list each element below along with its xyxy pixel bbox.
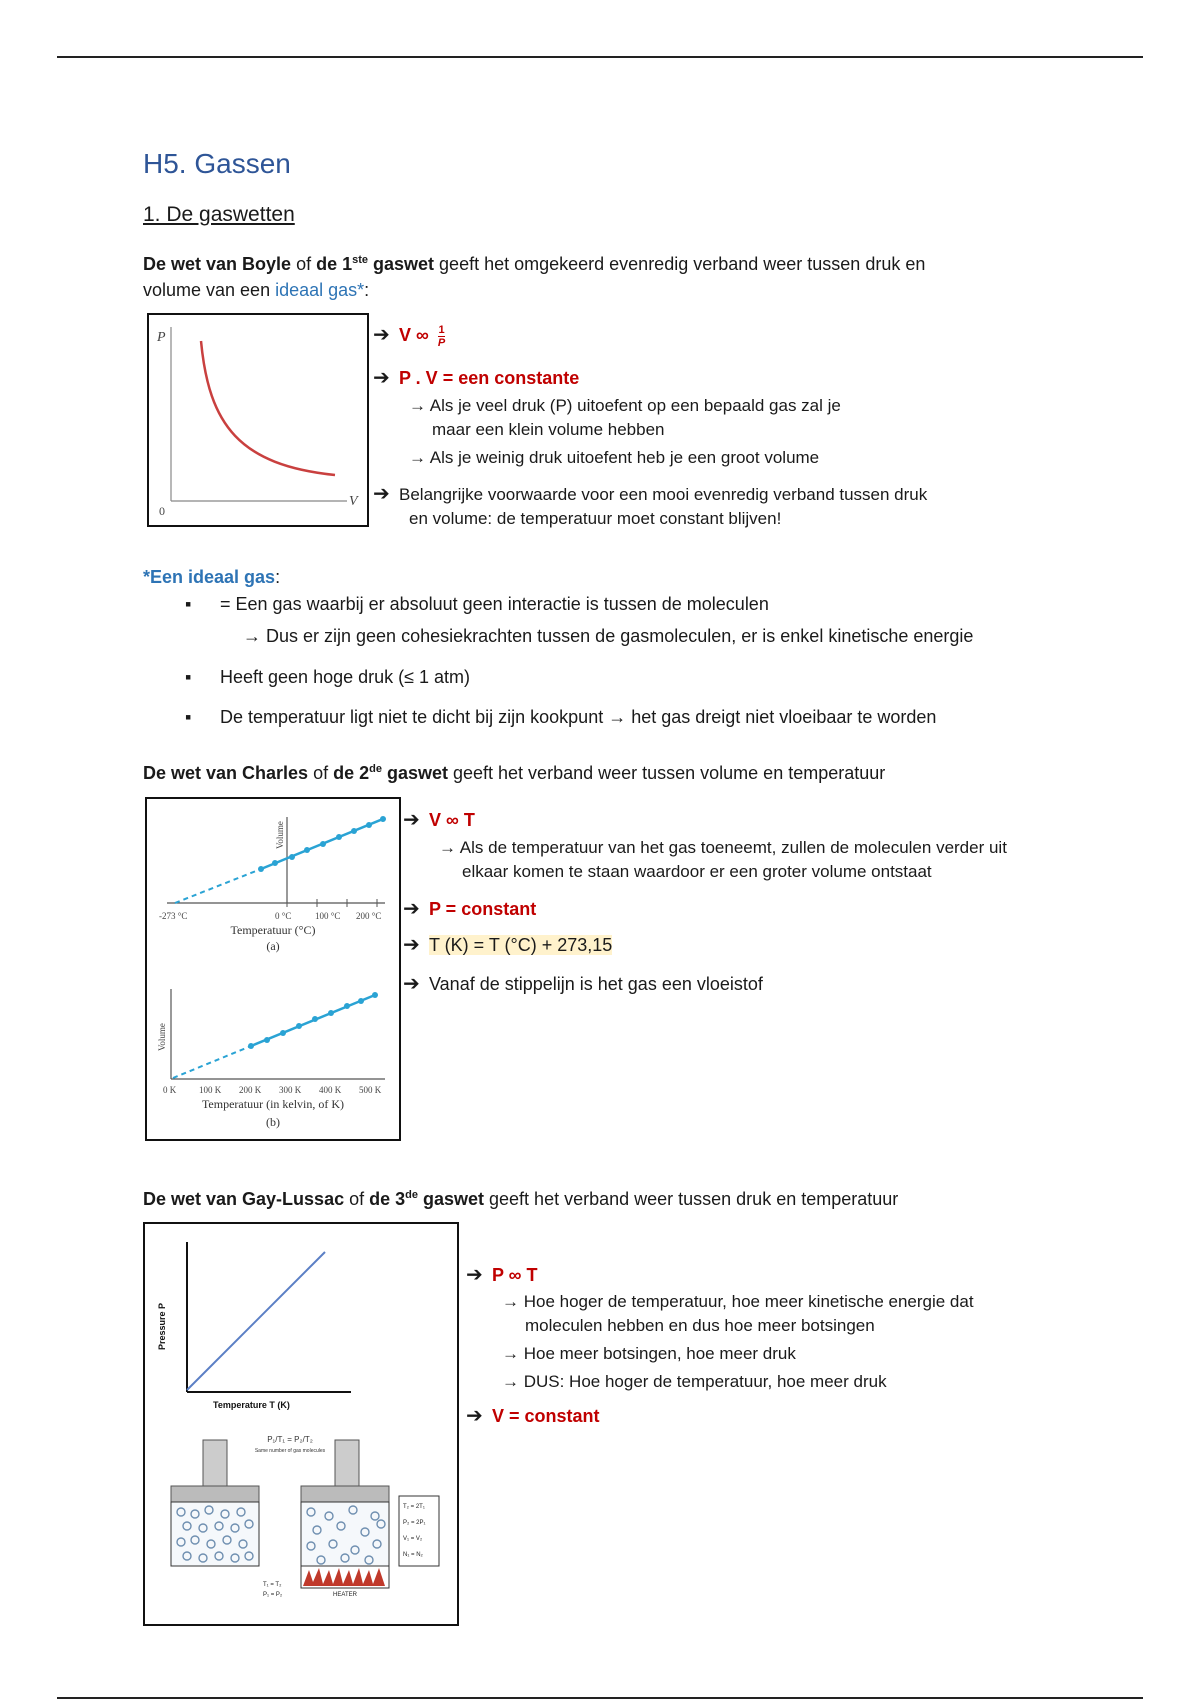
charles-a-y-label: Volume — [275, 821, 285, 849]
charles-intro-of: of — [308, 763, 334, 783]
gl-x-label: Temperature T (K) — [213, 1400, 290, 1410]
charles-b-tick-5: 500 K — [359, 1085, 382, 1095]
boyle-condition-2: en volume: de temperatuur moet constant blijven! — [409, 509, 782, 528]
ideal-gas-bullet-1-sub: → Dus er zijn geen cohesiekrachten tussen de gasmoleculen, er is enkel kinetische energie — [243, 626, 974, 646]
boyle-condition-1 — [373, 482, 927, 507]
arrow-icon: ➔ — [403, 809, 420, 831]
gl-box-1: P₂ = 2P₁ — [403, 1520, 426, 1526]
frac-den: P — [437, 336, 446, 349]
boyle-formula-1-text: V ∞ — [399, 325, 429, 345]
charles-a-tick-0: -273 °C — [159, 911, 188, 921]
charles-formula-2-text: P = constant — [429, 899, 537, 919]
charles-intro-rest: geeft het verband weer tussen volume en temperatuur — [448, 763, 886, 783]
charles-b-tick-4: 400 K — [319, 1085, 342, 1095]
charles-formula-2 — [403, 896, 536, 922]
boyle-intro-of: of — [291, 254, 317, 274]
arrow-icon: ➔ — [466, 1405, 483, 1427]
gl-box-3: N₁ = N₂ — [403, 1552, 423, 1558]
page-title: H5. Gassen — [143, 148, 291, 179]
section-heading: 1. De gaswetten — [143, 203, 295, 226]
gay-lussac-formula-1 — [466, 1262, 538, 1288]
boyle-sub-1b: maar een klein volume hebben — [432, 420, 665, 439]
boyle-formula-2-text: P . V = een constante — [399, 368, 580, 388]
charles-formula-1-text: V ∞ T — [429, 810, 475, 830]
boyle-condition-1-text: Belangrijke voorwaarde voor een mooi evenredig verband tussen druk — [399, 485, 928, 504]
arrow-icon: ➔ — [373, 483, 390, 505]
bullet-icon: ▪ — [185, 707, 192, 727]
gay-lussac-intro-of: of — [344, 1189, 370, 1209]
charles-note-text: Vanaf de stippelijn is het gas een vloeistof — [429, 974, 763, 994]
boyle-x-label: V — [349, 494, 358, 509]
ideal-gas-bullet-1 — [185, 591, 769, 617]
gay-lussac-sub-3: → DUS: Hoe hoger de temperatuur, hoe meer druk — [502, 1372, 887, 1391]
gay-lussac-intro-gaswet: gaswet — [417, 1189, 485, 1209]
charles-a-tick-2: 100 °C — [315, 911, 341, 921]
ideal-gas-link[interactable]: ideaal gas* — [275, 280, 365, 300]
arrow-icon: ➔ — [373, 367, 390, 389]
gl-left-b: P₁ = P₂ — [263, 1592, 283, 1598]
gl-eq-sub: Same number of gas molecules — [254, 1448, 326, 1454]
ideal-gas-heading-text: *Een ideaal gas — [143, 567, 276, 587]
ideal-gas-bullet-3 — [185, 704, 936, 730]
boyle-intro-gaswet: gaswet — [368, 254, 435, 274]
charles-b-tick-1: 100 K — [199, 1085, 222, 1095]
gay-lussac-intro-sup: de — [405, 1189, 418, 1201]
charles-a-tick-3: 200 °C — [356, 911, 382, 921]
gay-lussac-formula-2-text: V = constant — [492, 1406, 600, 1426]
arrow-icon: ➔ — [373, 324, 390, 346]
charles-b-tick-0: 0 K — [163, 1085, 177, 1095]
gl-box-0: T₂ = 2T₁ — [403, 1504, 425, 1510]
charles-formula-1 — [403, 807, 475, 833]
gay-lussac-intro-de: de 3 — [369, 1189, 406, 1209]
charles-graph — [145, 797, 401, 1141]
boyle-intro-de: de 1 — [316, 254, 353, 274]
boyle-sub-2: → Als je weinig druk uitoefent heb je een groot volume — [409, 448, 820, 467]
ideal-gas-bullet-3-text: De temperatuur ligt niet te dicht bij zijn kookpunt → het gas dreigt niet vloeibaar te worden — [220, 707, 937, 727]
bottom-rule — [57, 1697, 1143, 1699]
charles-b-tick-3: 300 K — [279, 1085, 302, 1095]
charles-formula-3-text: T (K) = T (°C) + 273,15 — [429, 935, 613, 955]
charles-intro — [143, 760, 885, 786]
gl-heater: HEATER — [333, 1592, 357, 1598]
arrow-icon: ➔ — [403, 934, 420, 956]
boyle-intro-line2-text: volume van een — [143, 280, 276, 300]
ideal-gas-bullet-2-text: Heeft geen hoge druk (≤ 1 atm) — [220, 667, 471, 687]
charles-intro-sup: de — [369, 763, 382, 775]
charles-b-x-label: Temperatuur (in kelvin, of K) — [201, 1097, 345, 1111]
charles-note — [403, 971, 763, 997]
gay-lussac-intro-rest: geeft het verband weer tussen druk en temperatuur — [484, 1189, 899, 1209]
gl-box-2: V₁ = V₂ — [403, 1536, 423, 1542]
charles-intro-gaswet: gaswet — [381, 763, 448, 783]
boyle-y-label: P — [157, 330, 166, 345]
gl-y-label: Pressure P — [157, 1302, 167, 1350]
arrow-icon: ➔ — [466, 1264, 483, 1286]
ideal-gas-bullet-2 — [185, 664, 470, 690]
bullet-icon: ▪ — [185, 667, 192, 687]
top-rule — [57, 56, 1143, 58]
boyle-intro-rest: geeft het omgekeerd evenredig verband weer tussen druk en — [434, 254, 926, 274]
arrow-icon: ➔ — [403, 898, 420, 920]
charles-a-caption: (a) — [266, 939, 280, 953]
boyle-sub-1a: → Als je veel druk (P) uitoefent op een bepaald gas zal je — [409, 396, 841, 415]
boyle-colon: : — [364, 280, 370, 300]
arrow-icon: ➔ — [403, 973, 420, 995]
boyle-formula-1 — [373, 322, 445, 349]
gay-lussac-sub-1a: → Hoe hoger de temperatuur, hoe meer kinetische energie dat — [502, 1292, 974, 1311]
charles-formula-3 — [403, 932, 612, 958]
charles-b-y-label: Volume — [157, 1023, 167, 1051]
boyle-graph — [147, 313, 369, 527]
boyle-intro — [143, 251, 925, 277]
gay-lussac-sub-2: → Hoe meer botsingen, hoe meer druk — [502, 1344, 796, 1363]
charles-intro-de: de 2 — [333, 763, 370, 783]
boyle-intro-sup: ste — [352, 254, 369, 266]
ideal-gas-bullet-1-text: = Een gas waarbij er absoluut geen interactie is tussen de moleculen — [220, 594, 769, 614]
gl-left-a: T₁ = T₂ — [263, 1582, 282, 1588]
gay-lussac-intro — [143, 1186, 898, 1212]
charles-a-x-label: Temperatuur (°C) — [230, 923, 316, 937]
gay-lussac-formula-1-text: P ∞ T — [492, 1265, 538, 1285]
boyle-intro-bold: De wet van Boyle — [143, 254, 292, 274]
gay-lussac-sub-1b: moleculen hebben en dus hoe meer botsingen — [525, 1316, 875, 1335]
boyle-origin: 0 — [159, 504, 165, 518]
charles-sub-1b: elkaar komen te staan waardoor er een groter volume ontstaat — [462, 862, 932, 881]
charles-b-caption: (b) — [266, 1115, 280, 1129]
ideal-gas-colon: : — [275, 567, 281, 587]
gay-lussac-graph — [143, 1222, 459, 1626]
frac-num: 1 — [438, 323, 445, 336]
gay-lussac-formula-2 — [466, 1403, 600, 1429]
charles-a-tick-1: 0 °C — [275, 911, 292, 921]
charles-intro-bold: De wet van Charles — [143, 763, 309, 783]
charles-b-tick-2: 200 K — [239, 1085, 262, 1095]
ideal-gas-heading — [143, 564, 280, 590]
boyle-formula-2 — [373, 365, 579, 391]
boyle-intro-line2 — [143, 277, 369, 303]
bullet-icon: ▪ — [185, 594, 192, 614]
charles-sub-1a: → Als de temperatuur van het gas toeneemt, zullen de moleculen verder uit — [439, 838, 1007, 857]
gl-eq-top: P₁/T₁ = P₂/T₂ — [267, 1435, 313, 1444]
gay-lussac-intro-bold: De wet van Gay-Lussac — [143, 1189, 345, 1209]
